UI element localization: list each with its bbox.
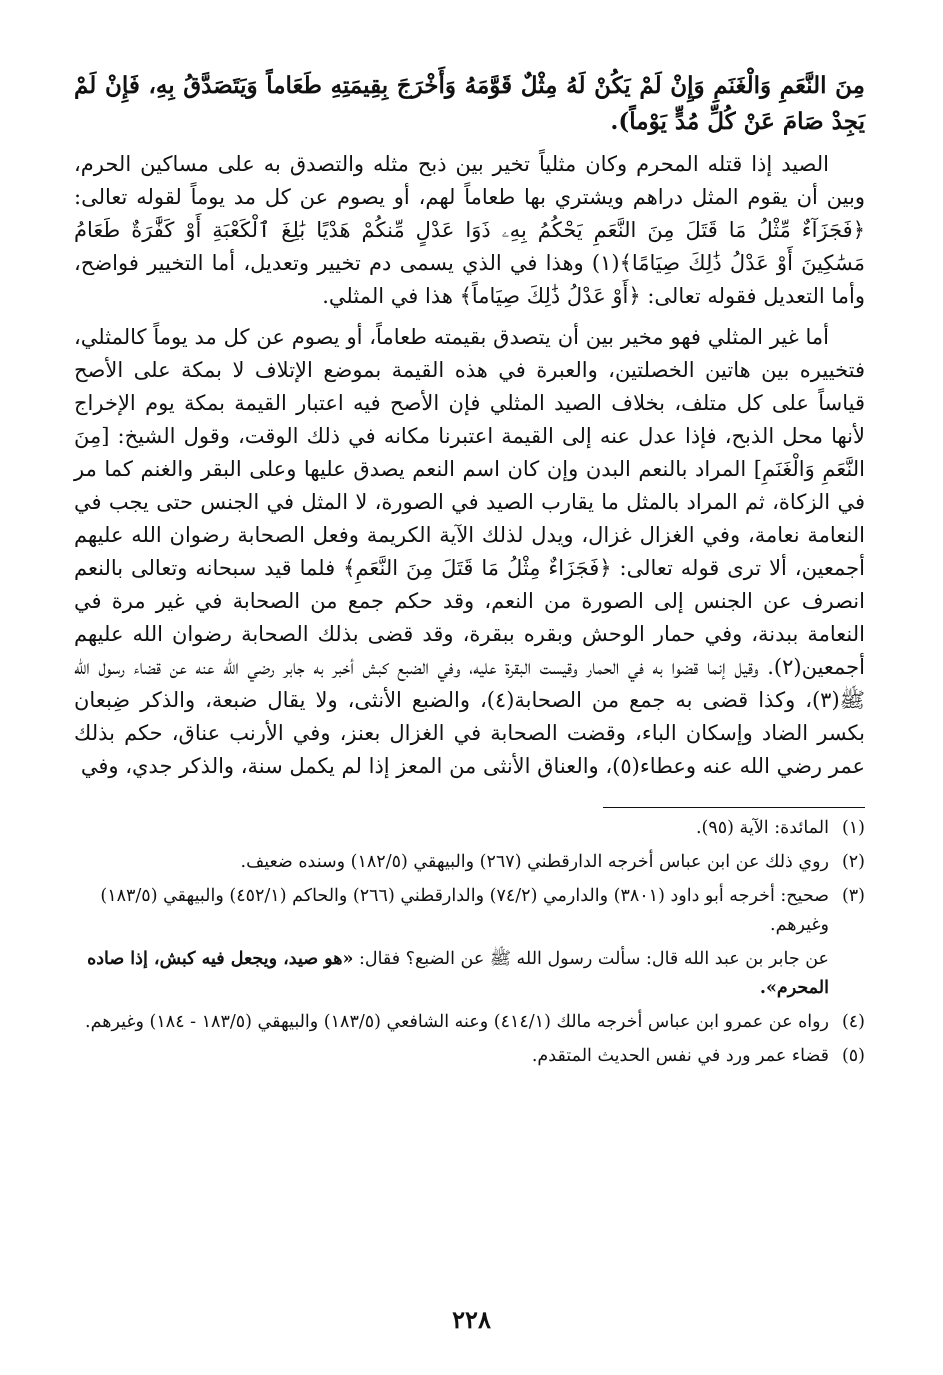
paragraph-2: أما غير المثلي فهو مخير بين أن يتصدق بقيمته طعاماً، أو يصوم عن كل مد يوماً كالمثلي، فتخييره بين هاتين الخصلتين، والعبرة في هذه القيمة بموضع الإتلاف لا بمكة على الأصح قياساً على كل متلف، بخلاف الصيد المثلي فإن الأصح فيه اعتبار القيمة بمكة يوم الإخراج لأنها محل الذبح، فإذا عدل عنه إلى القيمة اعتبرنا مكانه في ذلك الوقت، وقول الشيخ: [مِنَ النَّعَمِ وَالْغَنَمِ] المراد بالنعم البدن وإن كان اسم النعم يصدق عليها وعلى البقر والغنم كما مر في الزكاة، ثم المراد بالمثل ما يقارب الصيد في الصورة، لا المثل في الجنس حتى يجب في النعامة نعامة، وفي الغزال غزال، ويدل لذلك الآية الكريمة وفعل الصحابة رضوان الله عليهم أجمعين، ألا ترى قوله تعالى: ﴿فَجَزَاءٌ مِثْلُ مَا قَتَلَ مِنَ النَّعَمِ﴾ فلما قيد سبحانه وتعالى بالنعم انصرف عن الجنس إلى الصورة من النعم، وقد حكم جمع من الصحابة في غير مرة في النعامة ببدنة، وفي حمار الوحش وبقره ببقرة، وقد قضى بذلك الصحابة رضوان الله عليهم أجمعين(٢). وقيل إنما قضوا به في الحمار وقيست البقرة عليه، وفي الضبع كبش أخبر به جابر رضي الله عنه عن قضاء رسول الله ﷺ(٣)، وكذا قضى به جمع من الصحابة(٤)، والضبع الأنثى، ولا يقال ضبعة، والذكر ضِبعان بكسر الضاد وإسكان الباء، وقضت الصحابة في الغزال بعنز، وفي الأرنب عناق، حكم بذلك عمر رضي الله عنه وعطاء(٥)، والعناق الأنثى من المعز إذا لم يكمل سنة، والذكر جدي، وفي (74, 325, 866, 778)
footnote-text: روي ذلك عن ابن عباس أخرجه الدارقطني (٢٦٧) والبيهقي (١٨٢/٥) وسنده ضعيف. (240, 852, 829, 872)
footnote-3 (74, 882, 865, 940)
main-text (74, 68, 865, 783)
footnote-text: قضاء عمر ورد في نفس الحديث المتقدم. (531, 1046, 829, 1066)
page-number: ٢٢٨ (452, 1305, 491, 1334)
footnote-text: عن جابر بن عبد الله قال: سألت رسول الله ﷺ عن الضبع؟ فقال: (353, 949, 829, 969)
footnote-number: (٣) (841, 886, 865, 906)
footnotes (74, 814, 865, 1071)
footnote-text: المائدة: الآية (٩٥). (695, 818, 829, 838)
paragraph-1: الصيد إذا قتله المحرم وكان مثلياً تخير بين ذبح مثله والتصدق به على مساكين الحرم، وبين أن يقوم المثل دراهم ويشتري بها طعاماً لهم، أو يصوم عن كل مد يوماً لقوله تعالى: ﴿فَجَزَآءٌ مِّثْلُ مَا قَتَلَ مِنَ النَّعَمِ يَحْكُمُ بِهِۦ ذَوَا عَدْلٍ مِّنكُمْ هَدْيًا بَٰلِغَ ٱلْكَعْبَةِ أَوْ كَفَّٰرَةٌ طَعَامُ مَسَٰكِينَ أَوْ عَدْلُ ذَٰلِكَ صِيَامًا﴾(١) وهذا في الذي يسمى دم تخيير وتعديل، أما التخيير فواضح، وأما التعديل فقوله تعالى: ﴿أَوْ عَدْلُ ذَٰلِكَ صِيَاماً﴾ هذا في المثلي. (74, 152, 865, 308)
footnote-5 (74, 1042, 865, 1071)
footnote-text: صحيح: أخرجه أبو داود (٣٨٠١) والدارمي (٧٤/٢) والدارقطني (٢٦٦) والحاكم (٤٥٢/١) والبيهقي (١٨٣/٥) وغيرهم. (100, 886, 829, 935)
footnote-number: (٤) (841, 1012, 865, 1032)
footnote-1 (74, 814, 865, 843)
footnote-divider (603, 807, 865, 808)
footnote-number: (٥) (841, 1046, 865, 1066)
footnote-3-hadith (74, 945, 865, 1003)
footnote-2 (74, 848, 865, 877)
footnote-number: (٢) (841, 852, 865, 872)
footnote-text: رواه عن عمرو ابن عباس أخرجه مالك (٤١٤/١) وعنه الشافعي (١٨٣/٥) والبيهقي (١٨٣/٥ - ١٨٤) وغيرهم. (85, 1012, 829, 1032)
hadith-quote: «هو صيد، ويجعل فيه كبش، إذا صاده المحرم». (87, 949, 829, 998)
footnote-4 (74, 1008, 865, 1037)
matn-text: مِنَ النَّعَمِ وَالْغَنَمِ وَإِنْ لَمْ يَكُنْ لَهُ مِثْلٌ قَوَّمَهُ وَأَخْرَجَ بِقِيمَتِهِ طَعَاماً وَيَتَصَدَّقُ بِهِ، فَإِنْ لَمْ يَجِدْ صَامَ عَنْ كُلِّ مُدٍّ يَوْماً). (74, 72, 865, 135)
footnote-number: (١) (841, 818, 865, 838)
